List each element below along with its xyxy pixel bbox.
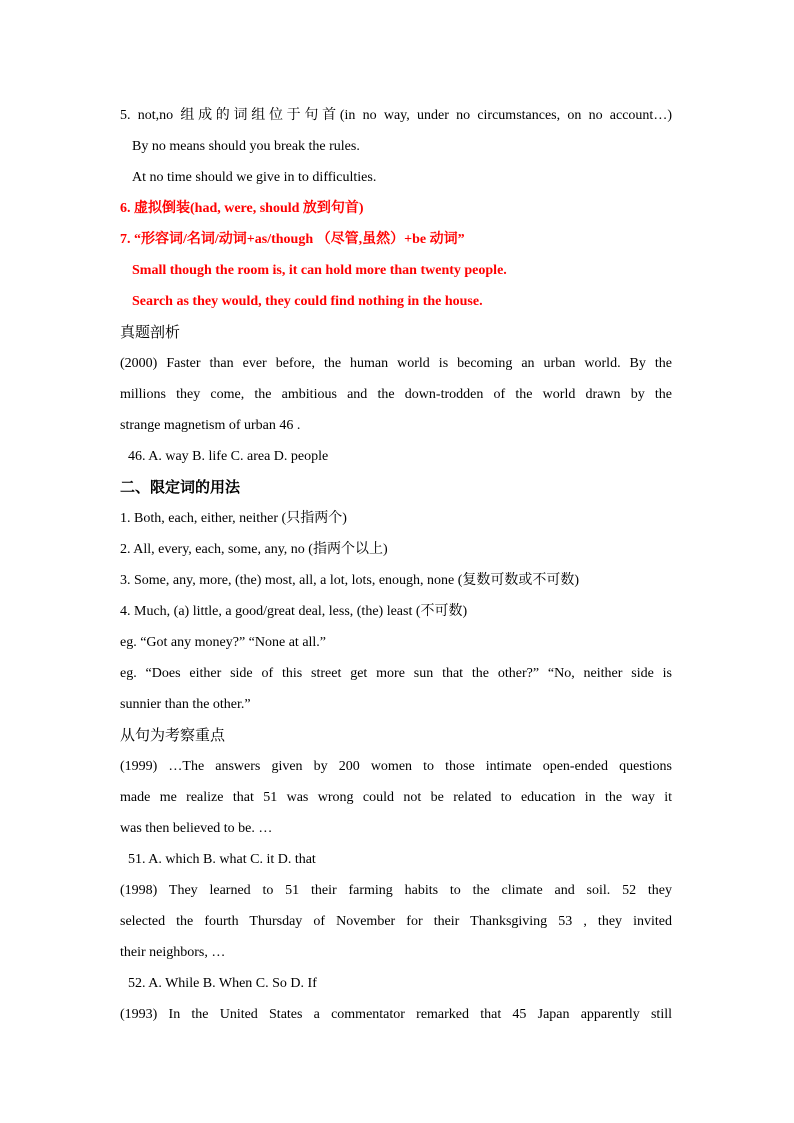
text-line: sunnier than the other.” [120, 697, 251, 712]
text-line: millions they come, the ambitious and the down-trodden of the world drawn by the [120, 387, 672, 402]
text-line: 4. Much, (a) little, a good/great deal, less, (the) least (不可数) [120, 604, 468, 619]
example-sentence: Search as they would, they could find nothing in the house. [132, 294, 483, 309]
section-heading: 6. 虚拟倒装(had, were, should 放到句首) [120, 201, 364, 216]
text-line: (2000) Faster than ever before, the human world is becoming an urban world. By the [120, 356, 672, 371]
text-line: 2. All, every, each, some, any, no (指两个以上) [120, 542, 388, 557]
answer-options: 52. A. While B. When C. So D. If [128, 976, 317, 991]
text-line: (1999) …The answers given by 200 women to those intimate open-ended questions [120, 759, 672, 774]
text-line: eg. “Got any money?” “None at all.” [120, 635, 327, 650]
example-sentence: Small though the room is, it can hold more than twenty people. [132, 263, 507, 278]
section-heading: 7. “形容词/名词/动词+as/though （尽管,虽然）+be 动词” [120, 232, 465, 247]
text-line: selected the fourth Thursday of November for their Thanksgiving 53 , they invited [120, 914, 672, 929]
text-line: was then believed to be. … [120, 821, 273, 836]
section-heading: 真题剖析 [120, 323, 181, 341]
document-body [120, 100, 672, 1030]
text-line: 3. Some, any, more, (the) most, all, a lot, lots, enough, none (复数可数或不可数) [120, 573, 580, 588]
text-line: 1. Both, each, either, neither (只指两个) [120, 511, 347, 526]
text-line: At no time should we give in to difficulties. [132, 170, 377, 185]
text-line: their neighbors, … [120, 945, 226, 960]
text-line: (1993) In the United States a commentator remarked that 45 Japan apparently still [120, 1007, 672, 1022]
text-line: eg. “Does either side of this street get more sun that the other?” “No, neither side is [120, 666, 672, 681]
text-line: 5. not,no 组成的词组位于句首(in no way, under no circumstances, on no account…) [120, 108, 672, 123]
text-line: made me realize that 51 was wrong could not be related to education in the way it [120, 790, 672, 805]
answer-options: 51. A. which B. what C. it D. that [128, 852, 316, 867]
section-heading: 二、限定词的用法 [120, 478, 241, 496]
section-heading: 从句为考察重点 [120, 726, 226, 744]
text-line: strange magnetism of urban 46 . [120, 418, 301, 433]
answer-options: 46. A. way B. life C. area D. people [128, 449, 329, 464]
text-line: (1998) They learned to 51 their farming habits to the climate and soil. 52 they [120, 883, 672, 898]
text-line: By no means should you break the rules. [132, 139, 360, 154]
